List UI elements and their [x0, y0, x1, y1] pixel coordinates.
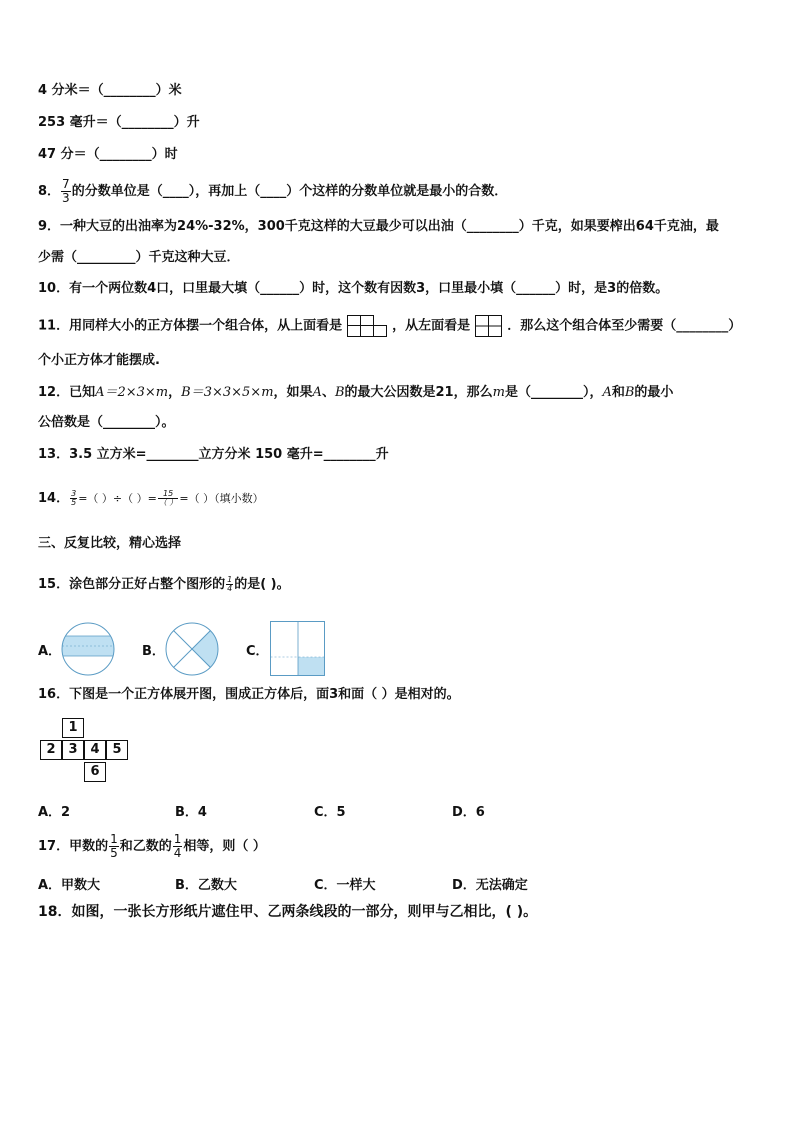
q12-text-6: 的最小: [634, 385, 674, 400]
q7-line-b: 253 毫升＝（________）升: [38, 115, 200, 130]
q14-fraction-1: $\frac{3}{5}$: [71, 489, 77, 507]
q16-option-c[interactable]: C．5: [314, 805, 346, 820]
q14-text-suffix: =（ ）（填小数）: [179, 492, 264, 505]
q7-line-a: 4 分米＝（________）米: [38, 83, 182, 98]
q15-option-a-label: A．: [38, 644, 62, 659]
q15-text-1: 15．涂色部分正好占整个图形的: [38, 577, 226, 592]
q16-option-d[interactable]: D．6: [452, 805, 485, 820]
q14-fraction-2: $\frac{15}{( )}$: [158, 489, 178, 507]
question-16: 16．下图是一个正方体展开图，围成正方体后，面3和面（ ）是相对的。: [38, 687, 460, 702]
top-view-grid-icon: [347, 315, 388, 337]
q12-text-3: 的最大公因数是21，那么: [344, 385, 493, 400]
q17-text-1: 17．甲数的: [38, 839, 109, 854]
question-11-line2: 个小正方体才能摆成.: [38, 353, 160, 368]
question-9-line1: 9．一种大豆的出油率为24%-32%，300千克这样的大豆最少可以出油（________）千克，如果要榨出64千克油，最: [38, 219, 719, 234]
question-15: [38, 576, 290, 594]
q17-text-3: 相等，则（ ）: [183, 839, 266, 854]
q8-fraction: $\frac{7}{3}$: [62, 177, 70, 205]
section-3-heading: 三、反复比较，精心选择: [38, 536, 182, 551]
net-face-1: 1: [62, 718, 84, 738]
q15-fraction: $\frac{1}{4}$: [227, 575, 233, 593]
q14-number: 14．: [38, 491, 70, 506]
q12-text-5: 和: [611, 385, 625, 400]
net-face-4: 4: [84, 740, 106, 760]
q17-fraction-1: $\frac{1}{5}$: [110, 832, 118, 860]
q12-b-expr: B＝3×3×5×m: [181, 385, 274, 400]
question-17: [38, 833, 266, 860]
q15-option-b-label: B．: [142, 644, 165, 659]
question-13: 13．3.5 立方米=________立方分米 150 毫升=________升: [38, 447, 389, 462]
q16-option-a[interactable]: A．2: [38, 805, 71, 820]
q12-m: m: [492, 385, 505, 400]
q17-text-2: 和乙数的: [119, 839, 172, 854]
q17-option-b[interactable]: B．乙数大: [175, 878, 237, 893]
q15-option-b-circle-figure[interactable]: [164, 621, 220, 677]
left-view-grid-icon: [475, 315, 503, 337]
q12-dun: 、: [321, 385, 335, 400]
q8-number: 8．: [38, 184, 61, 199]
net-face-2: 2: [40, 740, 62, 760]
q16-option-b[interactable]: B．4: [175, 805, 207, 820]
question-12: [38, 384, 673, 402]
question-14: [38, 490, 264, 508]
q11-text-1: 11．用同样大小的正方体摆一个组合体，从上面看是: [38, 318, 343, 334]
q12-b: B: [334, 385, 345, 400]
q12-a: A: [312, 385, 322, 400]
net-face-6: 6: [84, 762, 106, 782]
q11-text-2: ，从左面看是: [392, 318, 471, 334]
q12-text-1: 12．已知: [38, 385, 96, 400]
q17-option-d[interactable]: D．无法确定: [452, 878, 528, 893]
q8-text: 的分数单位是（____），再加上（____）个这样的分数单位就是最小的合数．: [71, 184, 508, 199]
q12-a-expr: A＝2×3×m: [95, 385, 169, 400]
q12-text-2: ，如果: [273, 385, 313, 400]
question-11: [38, 315, 741, 337]
q7-line-c: 47 分＝（________）时: [38, 147, 178, 162]
q11-text-3: ．那么这个组合体至少需要（________）: [507, 318, 742, 334]
net-face-5: 5: [106, 740, 128, 760]
q15-option-c-square-figure[interactable]: [270, 621, 326, 677]
q15-option-c-label: C．: [246, 644, 269, 659]
q14-text-mid: =（ ）÷（ ）=: [78, 492, 157, 505]
question-12-line2: 公倍数是（________）。: [38, 415, 175, 430]
q17-option-c[interactable]: C．一样大: [314, 878, 376, 893]
q17-fraction-2: $\frac{1}{4}$: [173, 832, 182, 860]
net-face-3: 3: [62, 740, 84, 760]
question-8: [38, 178, 507, 205]
q17-option-a[interactable]: A．甲数大: [38, 878, 101, 893]
question-18: 18．如图，一张长方形纸片遮住甲、乙两条线段的一部分，则甲与乙相比，( )。: [38, 904, 538, 920]
q15-option-a-circle-figure[interactable]: [60, 621, 116, 677]
question-10: 10．有一个两位数4口，口里最大填（______）时，这个数有因数3，口里最小填（______）时，是3的倍数。: [38, 281, 669, 296]
q12-b-2: B: [624, 385, 635, 400]
q12-a-2: A: [602, 385, 612, 400]
question-9-line2: 少需（_________）千克这种大豆．: [38, 250, 240, 265]
q12-sep: ，: [168, 385, 182, 400]
q12-text-4: 是（________），: [504, 385, 603, 400]
q15-text-2: 的是( )。: [234, 577, 290, 592]
